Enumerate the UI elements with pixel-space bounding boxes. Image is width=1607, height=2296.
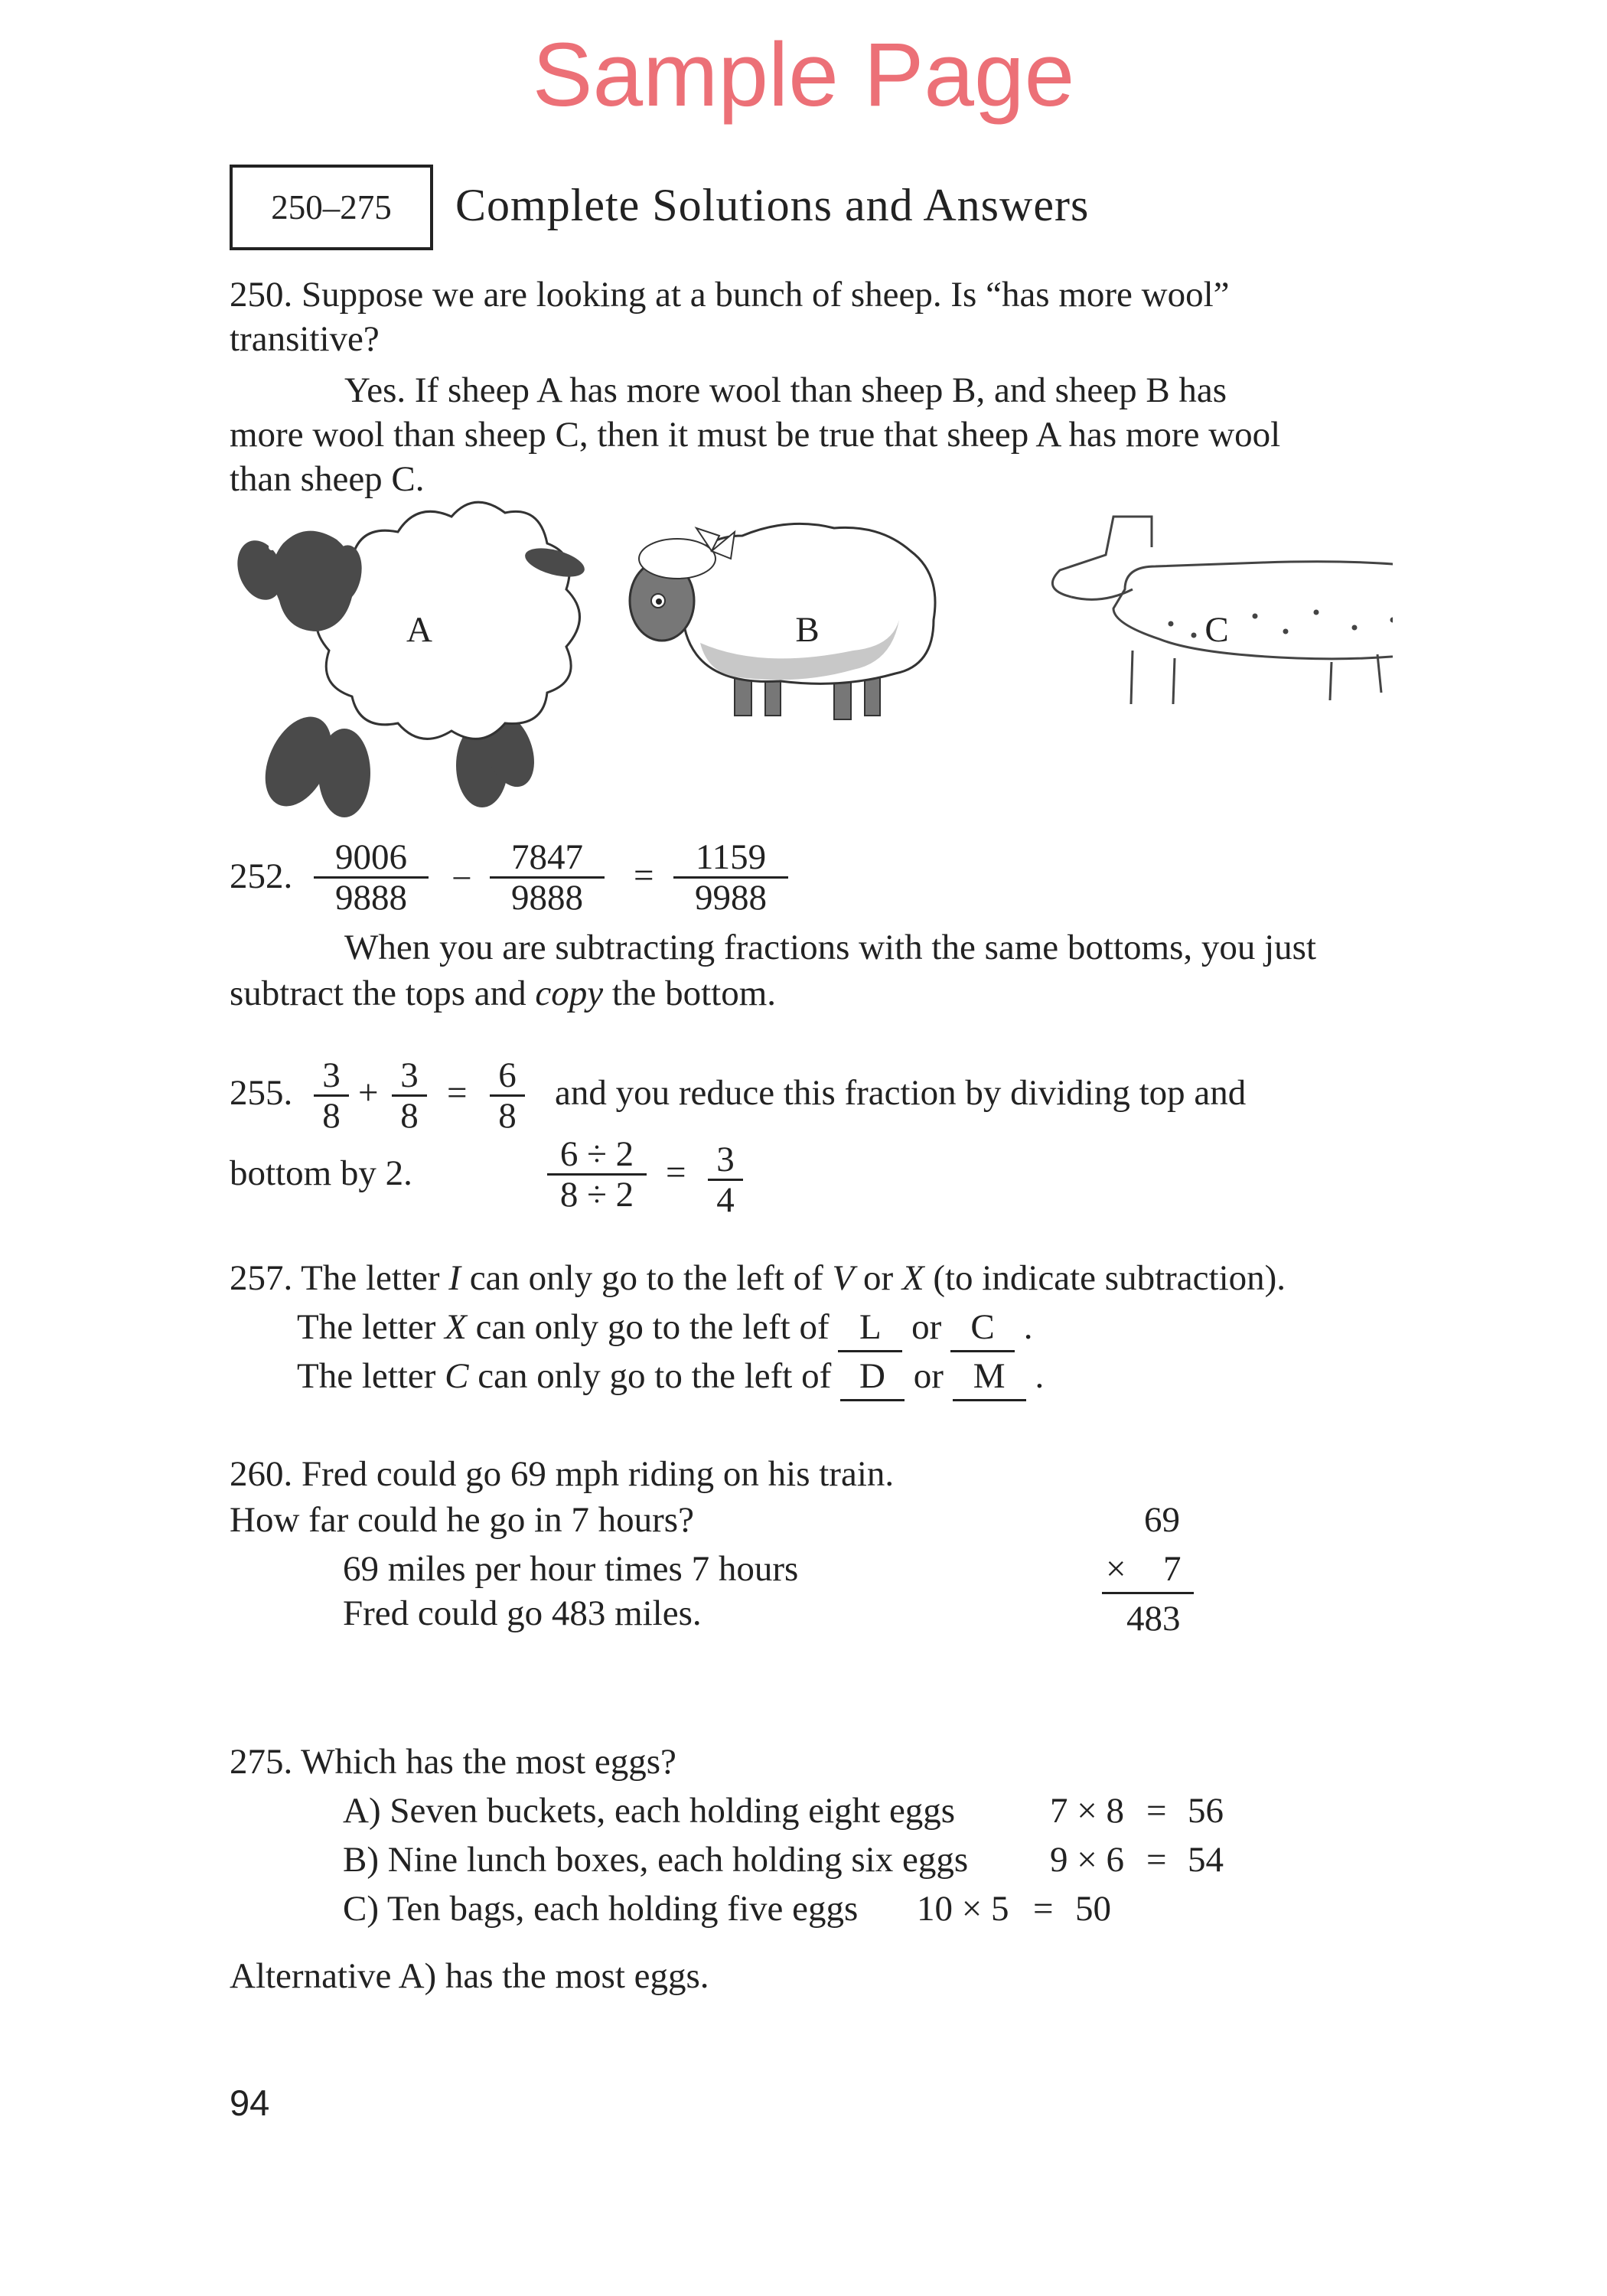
multiplication-operator: × [1106,1549,1126,1589]
answer-blank-d: D [840,1353,905,1401]
text-segment: subtract the tops and [230,974,536,1013]
text-segment: the bottom. [603,974,776,1013]
problem-275-conclusion: Alternative A) has the most eggs. [230,1956,709,1996]
text-segment: can only go to the left of [460,1258,833,1298]
denominator: 9888 [335,878,407,918]
fraction-9006-over-9888 [314,838,429,917]
sheep-b-label: B [795,610,820,650]
text-segment: or [905,1356,953,1396]
denominator: 8 [498,1096,517,1136]
text-segment: or [902,1307,951,1347]
page-number: 94 [230,2082,270,2123]
letter-i: I [448,1258,461,1298]
option-b-equals: = [1146,1840,1167,1880]
equals-sign: = [666,1153,686,1192]
equals-sign: = [447,1073,468,1113]
denominator: 9888 [511,878,583,918]
multiplication-multiplier: 7 [1163,1549,1182,1589]
option-c-calc: 10 × 5 [917,1889,1009,1929]
answer-blank-m: M [953,1353,1026,1401]
section-title: Complete Solutions and Answers [455,180,1090,230]
letter-v: V [832,1258,855,1298]
answer-blank-l: L [838,1304,902,1352]
text-segment: . [1015,1307,1033,1347]
problem-257-line-2 [297,1304,1033,1352]
denominator: 4 [716,1180,735,1220]
text-segment: . [1025,1356,1045,1396]
numerator: 6 [490,1056,525,1097]
problem-275-question: 275. Which has the most eggs? [230,1742,676,1782]
problem-255-text-line-2: bottom by 2. [230,1153,412,1193]
numerator: 3 [392,1056,427,1097]
problem-260-line-4: Fred could go 483 miles. [343,1593,702,1633]
option-a-calc: 7 × 8 [1050,1791,1125,1831]
text-segment: The letter [297,1356,445,1396]
equals-sign: = [634,856,654,895]
option-a-result: 56 [1188,1791,1224,1831]
option-b-label: B) Nine lunch boxes, each holding six eggs [343,1840,969,1880]
problem-257-line-3 [297,1353,1044,1401]
problem-250-answer-line-3: than sheep C. [230,459,425,499]
problem-260-line-2: How far could he go in 7 hours? [230,1500,694,1540]
text-segment: The letter [297,1307,445,1347]
problem-260-line-1: 260. Fred could go 69 mph riding on his train. [230,1454,895,1494]
problem-252-explanation-line-2 [230,970,776,1016]
denominator: 8 [400,1096,419,1136]
text-segment: or [854,1258,902,1298]
option-b-calc: 9 × 6 [1050,1840,1125,1880]
numerator: 9006 [314,838,429,879]
sheep-a-label: A [406,610,432,650]
text-segment: can only go to the left of [466,1307,839,1347]
letter-x: X [445,1307,467,1347]
option-c-label: C) Ten bags, each holding five eggs [343,1889,859,1929]
emphasized-word: copy [535,974,604,1013]
multiplication-rule [1102,1592,1194,1594]
sheep-b-illustration [630,523,935,719]
numerator: 3 [314,1056,349,1097]
text-segment: 257. The letter [230,1258,449,1298]
numerator: 1159 [673,838,788,879]
fraction-6-over-8 [490,1056,525,1135]
problem-250-question-line-1: 250. Suppose we are looking at a bunch of sheep. Is “has more wool” [230,275,1230,315]
denominator: 8 ÷ 2 [559,1175,634,1215]
letter-c: C [445,1356,469,1396]
problem-252-explanation-line-1: When you are subtracting fractions with the same bottoms, you just [344,928,1317,967]
denominator: 8 [322,1096,341,1136]
fraction-6div2-over-8div2 [547,1135,647,1214]
problem-255-text-line-1: and you reduce this fraction by dividing top and [555,1073,1247,1113]
numerator: 3 [708,1140,743,1181]
sheep-c-illustration [1052,517,1393,704]
plus-sign: + [358,1073,379,1113]
problem-257-line-1 [230,1255,1286,1301]
section-range-box: 250–275 [230,165,433,250]
text-segment: can only go to the left of [468,1356,841,1396]
sheep-c-label: C [1204,610,1229,650]
option-b-result: 54 [1188,1840,1224,1880]
numerator: 6 ÷ 2 [547,1135,647,1176]
fraction-3-over-4 [708,1140,743,1219]
answer-blank-c: C [950,1304,1015,1352]
problem-250-answer-line-2: more wool than sheep C, then it must be true that sheep A has more wool [230,415,1281,455]
fraction-3-over-8 [392,1056,427,1135]
sheep-a-illustration [230,502,588,817]
fraction-1159-over-9988 [673,838,788,917]
sheep-illustrations [230,497,1393,819]
text-segment: (to indicate subtraction). [924,1258,1286,1298]
fraction-3-over-8 [314,1056,349,1135]
option-a-equals: = [1146,1791,1167,1831]
denominator: 9988 [695,878,767,918]
problem-250-question-line-2: transitive? [230,319,380,359]
multiplication-result: 483 [1126,1599,1181,1639]
minus-sign: − [451,859,472,899]
problem-252-number: 252. [230,856,293,896]
multiplication-top: 69 [1144,1500,1180,1540]
problem-260-line-3: 69 miles per hour times 7 hours [343,1549,799,1589]
sample-page-watermark: Sample Page [532,24,1075,126]
option-a-label: A) Seven buckets, each holding eight eggs [343,1791,956,1831]
problem-255-number: 255. [230,1073,293,1113]
fraction-7847-over-9888 [490,838,605,917]
numerator: 7847 [490,838,605,879]
option-c-equals: = [1033,1889,1054,1929]
problem-250-answer-line-1: Yes. If sheep A has more wool than sheep B, and sheep B has [344,370,1227,410]
option-c-result: 50 [1075,1889,1111,1929]
letter-x: X [901,1258,924,1298]
